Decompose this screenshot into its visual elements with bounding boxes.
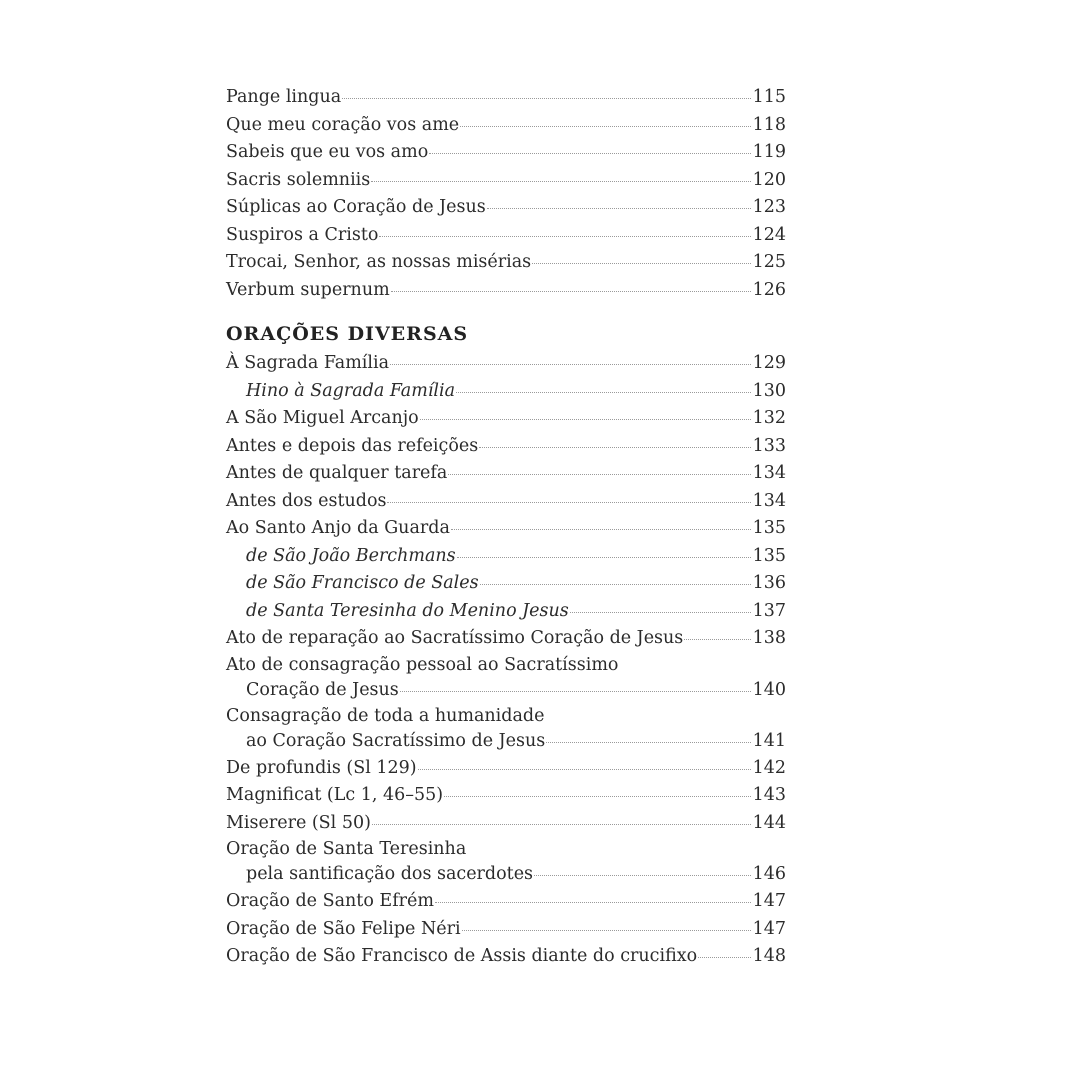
entry-title: De profundis (Sl 129)	[226, 757, 417, 778]
entry-page: 124	[752, 224, 786, 245]
toc-entry	[226, 460, 786, 488]
entry-page: 135	[752, 518, 786, 538]
entry-page: 142	[752, 757, 786, 778]
dot-leader	[457, 557, 751, 558]
entry-page: 134	[752, 490, 786, 511]
toc-multiline-entry	[226, 653, 786, 704]
toc-multiline-entry	[226, 837, 786, 888]
dot-leader	[372, 824, 751, 825]
entry-title: Antes dos estudos	[226, 490, 387, 511]
toc-subentry	[226, 543, 786, 571]
entry-title: Antes e depois das refeições	[226, 435, 479, 456]
entry-title: À Sagrada Família	[226, 353, 390, 373]
entry-title: Ao Santo Anjo da Guarda	[226, 518, 450, 538]
dot-leader	[570, 612, 751, 613]
entry-page: 147	[752, 918, 786, 939]
entry-title-line1: Consagração de toda a humanidade	[226, 705, 545, 726]
dot-leader	[390, 364, 751, 365]
entry-page: 143	[752, 785, 786, 805]
toc-entry	[226, 488, 786, 516]
toc-entry-continuation	[226, 728, 786, 755]
entry-page: 119	[752, 142, 786, 162]
entry-title: Que meu coração vos ame	[226, 114, 460, 135]
dot-leader	[684, 639, 750, 640]
entry-title: Antes de qualquer tarefa	[226, 463, 448, 483]
toc-entry	[226, 916, 786, 944]
entry-title: Sabeis que eu vos amo	[226, 142, 429, 162]
entry-title: Hino à Sagrada Família	[246, 380, 456, 401]
toc-entry	[226, 405, 786, 433]
entry-page: 147	[752, 891, 786, 911]
dot-leader	[534, 875, 751, 876]
dot-leader	[448, 474, 750, 475]
entry-title-line1: Oração de Santa Teresinha	[226, 839, 467, 859]
dot-leader	[371, 181, 750, 182]
toc-entry	[226, 194, 786, 222]
entry-page: 141	[752, 730, 786, 751]
dot-leader	[387, 502, 750, 503]
entry-page: 136	[752, 573, 786, 593]
entry-page: 135	[752, 545, 786, 566]
dot-leader	[460, 126, 750, 127]
entry-title-line1: Ato de consagração pessoal ao Sacratíssimo	[226, 654, 619, 675]
dot-leader	[379, 236, 750, 237]
toc-entry-continuation	[226, 861, 786, 888]
entry-title-line2: Coração de Jesus	[246, 679, 399, 700]
dot-leader	[532, 263, 750, 264]
toc-entry	[226, 277, 786, 305]
toc-entry	[226, 625, 786, 653]
entry-page: 138	[752, 628, 786, 648]
entry-title-line2: pela santificação dos sacerdotes	[246, 864, 534, 884]
toc-entry	[226, 249, 786, 277]
entry-page: 133	[752, 435, 786, 456]
entry-title: Suspiros a Cristo	[226, 224, 379, 245]
dot-leader	[420, 419, 751, 420]
toc-entry	[226, 515, 786, 543]
entry-title: Trocai, Senhor, as nossas misérias	[226, 252, 532, 272]
toc-entry	[226, 139, 786, 167]
entry-title: de São Francisco de Sales	[246, 573, 479, 593]
entry-title: A São Miguel Arcanjo	[226, 408, 419, 428]
entry-page: 148	[752, 946, 786, 966]
toc-entry	[226, 433, 786, 461]
toc-entry	[226, 350, 786, 378]
entry-page: 130	[752, 380, 786, 401]
toc-entry	[226, 167, 786, 195]
entry-title: de Santa Teresinha do Menino Jesus	[246, 600, 569, 621]
entry-title: Pange lingua	[226, 87, 342, 107]
entry-page: 126	[752, 279, 786, 300]
toc-entry	[226, 84, 786, 112]
entry-title: Ato de reparação ao Sacratíssimo Coração de Jesus	[226, 628, 684, 648]
toc-entry	[226, 222, 786, 250]
dot-leader	[400, 691, 751, 692]
dot-leader	[342, 98, 750, 99]
toc-entry	[226, 782, 786, 810]
dot-leader	[546, 742, 750, 743]
entry-page: 118	[752, 114, 786, 135]
entry-page: 120	[752, 169, 786, 190]
toc-subentry	[226, 598, 786, 626]
dot-leader	[444, 796, 750, 797]
dot-leader	[451, 529, 751, 530]
dot-leader	[456, 392, 751, 393]
toc-entry	[226, 810, 786, 838]
dot-leader	[418, 769, 751, 770]
dot-leader	[435, 902, 751, 903]
entry-title-line2: ao Coração Sacratíssimo de Jesus	[246, 730, 546, 751]
entry-title: de São João Berchmans	[246, 545, 456, 566]
entry-page: 129	[752, 353, 786, 373]
entry-title: Miserere (Sl 50)	[226, 812, 371, 833]
entry-page: 132	[752, 408, 786, 428]
entry-page: 115	[752, 87, 786, 107]
entry-title: Oração de Santo Efrém	[226, 891, 434, 911]
toc-entry	[226, 943, 786, 971]
entry-page: 125	[752, 252, 786, 272]
entry-page: 140	[752, 679, 786, 700]
entry-page: 134	[752, 463, 786, 483]
dot-leader	[462, 930, 751, 931]
entry-title: Magnificat (Lc 1, 46–55)	[226, 785, 444, 805]
dot-leader	[480, 584, 751, 585]
toc-subentry	[226, 570, 786, 598]
table-of-contents	[226, 84, 786, 971]
toc-entry	[226, 888, 786, 916]
dot-leader	[698, 957, 750, 958]
toc-multiline-entry	[226, 704, 786, 755]
entry-page: 123	[752, 197, 786, 217]
dot-leader	[479, 447, 750, 448]
entry-title: Verbum supernum	[226, 279, 390, 300]
toc-entry-continuation	[226, 677, 786, 704]
entry-title: Oração de São Felipe Néri	[226, 918, 461, 939]
toc-entry	[226, 755, 786, 783]
entry-title: Oração de São Francisco de Assis diante do crucifixo	[226, 946, 698, 966]
toc-entry	[226, 112, 786, 140]
dot-leader	[487, 208, 751, 209]
entry-title: Sacris solemniis	[226, 169, 371, 190]
entry-title: Súplicas ao Coração de Jesus	[226, 197, 486, 217]
entry-page: 144	[752, 812, 786, 833]
entry-page: 146	[752, 864, 786, 884]
section-heading: ORAÇÕES DIVERSAS	[226, 323, 469, 345]
dot-leader	[429, 153, 750, 154]
entry-page: 137	[752, 600, 786, 621]
dot-leader	[391, 291, 751, 292]
toc-subentry	[226, 378, 786, 406]
